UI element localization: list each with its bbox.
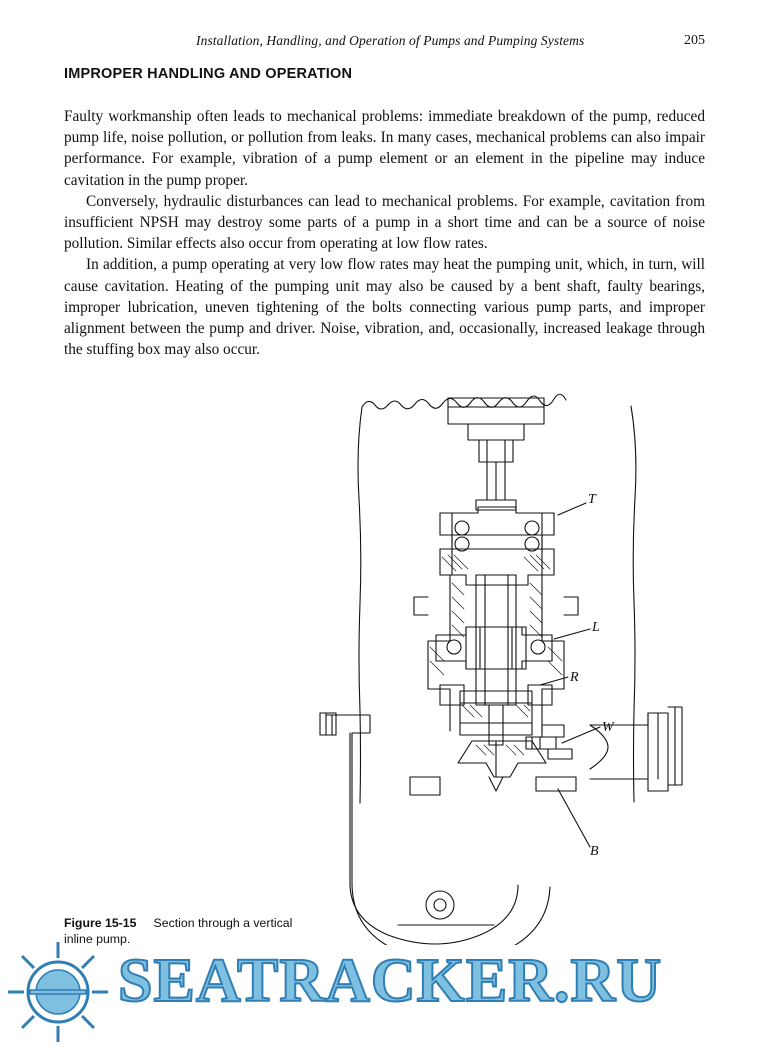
figure-callout-L: L xyxy=(592,620,600,635)
figure-caption xyxy=(64,915,314,947)
paragraph-2: Conversely, hydraulic disturbances can lead to mechanical problems. For example, cavitation from insufficient NPSH may destroy some parts of a pump in a short time and can be a source of noise pollution. Similar effects also occur from operating at low flow rates. xyxy=(64,192,705,253)
figure-callout-W: W xyxy=(602,720,614,735)
body-text xyxy=(64,106,705,360)
watermark xyxy=(0,940,769,1045)
paragraph-1: Faulty workmanship often leads to mechanical problems: immediate breakdown of the pump, reduced pump life, noise pollution, or pollution from leaks. In many cases, mechanical problems can also impair performance. For example, vibration of a pump element or an element in the pipeline may induce cavitation in the pump proper. xyxy=(64,108,705,189)
section-heading: IMPROPER HANDLING AND OPERATION xyxy=(64,66,353,82)
sun-burst-icon xyxy=(0,940,769,1045)
figure-callout-R: R xyxy=(570,670,579,685)
figure-callout-T: T xyxy=(588,492,596,507)
running-head-title: Installation, Handling, and Operation of Pumps and Pumping Systems xyxy=(196,33,585,48)
figure-caption-label: Figure 15-15 xyxy=(64,916,137,930)
vertical-inline-pump-section-drawing xyxy=(290,385,710,945)
figure-callout-B: B xyxy=(590,844,599,859)
running-head xyxy=(64,33,705,51)
page-number: 205 xyxy=(684,33,705,48)
watermark-text: SEATRACKER.RU xyxy=(118,947,663,1015)
paragraph-3: In addition, a pump operating at very low flow rates may heat the pumping unit, which, in turn, will cause cavitation. Heating of the pumping unit may also be caused by a bent shaft, faulty bearings, improper lubrication, uneven tightening of the bolts connecting various pump parts, and improper alignment between the pump and driver. Noise, vibration, and, occasionally, increased leakage through the stuffing box may also occur. xyxy=(64,256,705,359)
figure-15-15 xyxy=(290,385,710,945)
figure-caption-text: Section through a vertical inline pump. xyxy=(64,916,293,946)
